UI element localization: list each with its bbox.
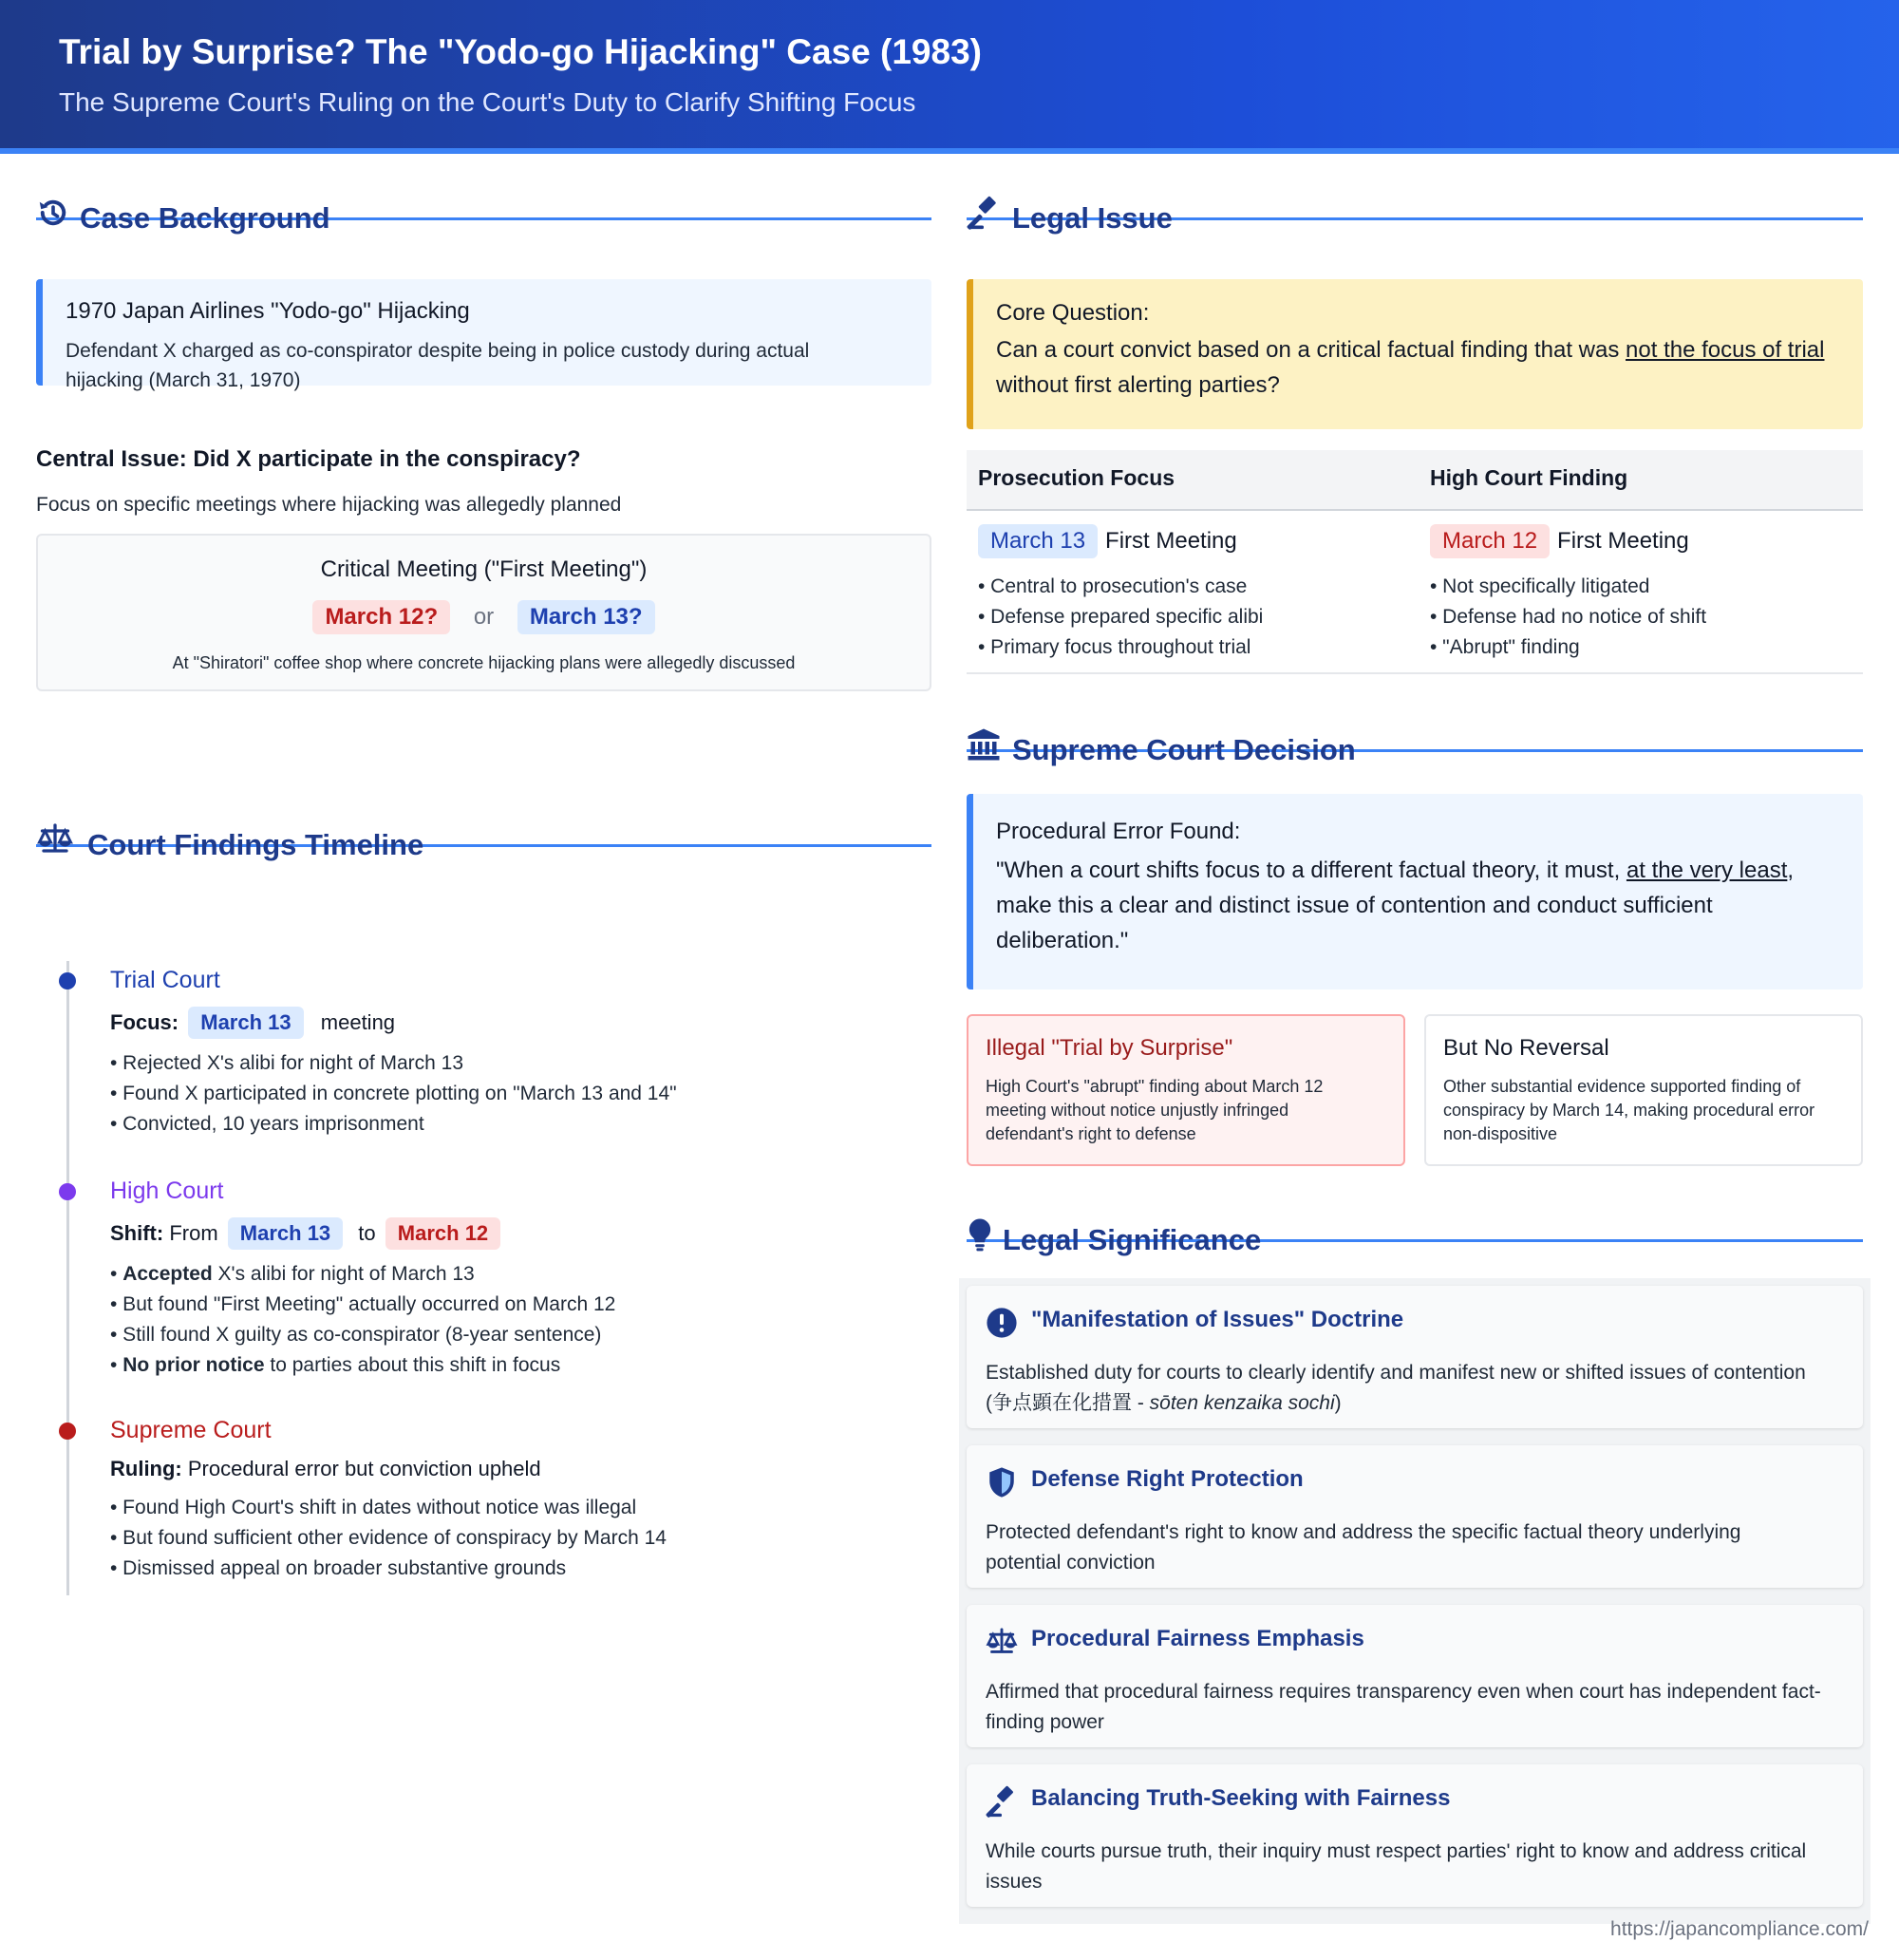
high-court-date-row: March 12 First Meeting xyxy=(1430,524,1689,558)
meeting-title: Critical Meeting ("First Meeting") xyxy=(320,556,648,582)
page-title: Trial by Surprise? The "Yodo-go Hijacking" Case (1983) xyxy=(59,32,982,71)
no-reversal-card xyxy=(1424,1014,1863,1166)
focus-label: Focus: xyxy=(110,1010,179,1034)
comparison-table xyxy=(967,450,1863,674)
list-item: • Central to prosecution's case xyxy=(978,575,1248,597)
timeline-line xyxy=(66,961,69,1595)
list-item: • Defense had no notice of shift xyxy=(1430,606,1707,628)
hijacking-callout xyxy=(36,279,931,391)
procedural-error-quote: "When a court shifts focus to a different factual theory, it must, at the very least, make this a clear and distinct issue of contention and conduct sufficient deliberation." xyxy=(996,858,1795,953)
trial-court-focus xyxy=(110,1007,395,1039)
history-icon xyxy=(36,196,70,230)
list-item: • But found "First Meeting" actually occurred on March 12 xyxy=(110,1293,616,1315)
trial-court-title: Trial Court xyxy=(110,967,220,993)
lightbulb-icon xyxy=(967,1217,993,1252)
section-title-text: Legal Significance xyxy=(1003,1223,1262,1256)
focus-text: Focus on specific meetings where hijacking was allegedly planned xyxy=(36,494,622,516)
high-court-title: High Court xyxy=(110,1178,224,1204)
table-header-high-court: High Court Finding xyxy=(1430,465,1628,490)
illegal-trial-card xyxy=(967,1014,1405,1166)
meeting-dates xyxy=(38,600,930,634)
list-item: • Found High Court's shift in dates without notice was illegal xyxy=(110,1497,637,1518)
table-header-row xyxy=(967,450,1863,511)
ruling-label: Ruling: xyxy=(110,1457,182,1480)
card-procedural-fairness xyxy=(967,1605,1863,1747)
page-subtitle: The Supreme Court's Ruling on the Court's Duty to Clarify Shifting Focus xyxy=(59,87,916,117)
shift-from-date: March 13 xyxy=(228,1217,343,1250)
section-title-text: Case Background xyxy=(80,201,330,235)
list-item: • Not specifically litigated xyxy=(1430,575,1650,597)
list-item: • Dismissed appeal on broader substantive grounds xyxy=(110,1557,567,1579)
critical-meeting-box xyxy=(36,534,931,691)
supreme-court-title: Supreme Court xyxy=(110,1417,272,1443)
card-text: Established duty for courts to clearly identify and manifest new or shifted issues of contention (争点顕在化措置 - sōten kenzaika sochi) xyxy=(986,1362,1806,1414)
list-item: • Still found X guilty as co-conspirator (8-year sentence) xyxy=(110,1324,602,1346)
trial-focus-date: March 13 xyxy=(188,1007,303,1039)
high-court-date: March 12 xyxy=(1430,524,1550,558)
illegal-trial-text: High Court's "abrupt" finding about March 12 meeting without notice unjustly infringed defendant's right to defense xyxy=(986,1077,1324,1143)
section-supreme-court-decision xyxy=(967,686,1863,766)
card-balancing-truth-seeking xyxy=(967,1764,1863,1907)
ruling-text: Procedural error but conviction upheld xyxy=(181,1457,541,1480)
list-item: • Accepted X's alibi for night of March 13 xyxy=(110,1263,475,1285)
card-title: Balancing Truth-Seeking with Fairness xyxy=(1031,1785,1451,1811)
shift-label: Shift: xyxy=(110,1221,164,1245)
scale-icon xyxy=(36,822,74,857)
prosecution-date: March 13 xyxy=(978,524,1098,558)
shield-icon xyxy=(986,1466,1018,1498)
to-label: to xyxy=(358,1221,376,1245)
gavel-icon xyxy=(967,196,1001,230)
prosecution-date-row: March 13 First Meeting xyxy=(978,524,1237,558)
section-court-findings xyxy=(36,781,931,861)
card-title: "Manifestation of Issues" Doctrine xyxy=(1031,1307,1404,1332)
procedural-error-callout xyxy=(967,794,1863,989)
list-item: • No prior notice to parties about this shift in focus xyxy=(110,1354,561,1376)
core-question-callout xyxy=(967,279,1863,429)
list-item: • Found X participated in concrete plotting on "March 13 and 14" xyxy=(110,1083,677,1104)
focus-suffix: meeting xyxy=(320,1010,396,1034)
card-title: Defense Right Protection xyxy=(1031,1466,1304,1492)
no-reversal-text: Other substantial evidence supported finding of conspiracy by March 14, making procedural error non-dispositive xyxy=(1443,1077,1815,1143)
list-item: • Rejected X's alibi for night of March 13 xyxy=(110,1052,464,1074)
from-label: From xyxy=(169,1221,218,1245)
card-manifestation-of-issues xyxy=(967,1286,1863,1428)
date-option-march-13: March 13? xyxy=(517,600,655,634)
section-title-text: Legal Issue xyxy=(1012,201,1173,235)
shift-to-date: March 12 xyxy=(385,1217,500,1250)
central-issue: Central Issue: Did X participate in the conspiracy? xyxy=(36,446,581,472)
illegal-trial-title: Illegal "Trial by Surprise" xyxy=(986,1035,1233,1061)
footer-url[interactable]: https://japancompliance.com/ xyxy=(1610,1918,1869,1940)
section-legal-issue xyxy=(967,154,1863,235)
core-question-text: Can a court convict based on a critical factual finding that was not the focus of trial without first alerting parties? xyxy=(996,337,1825,398)
courthouse-icon xyxy=(967,727,1001,762)
supreme-court-dot xyxy=(59,1423,76,1440)
trial-court-dot xyxy=(59,972,76,989)
procedural-error-label: Procedural Error Found: xyxy=(996,819,1241,844)
card-text: Affirmed that procedural fairness requires transparency even when court has independent fact-finding power xyxy=(986,1681,1821,1733)
supreme-court-ruling xyxy=(110,1457,541,1481)
scale-icon xyxy=(986,1626,1018,1658)
high-court-shift xyxy=(110,1217,500,1250)
card-title: Procedural Fairness Emphasis xyxy=(1031,1626,1364,1651)
core-question-label: Core Question: xyxy=(996,300,1150,326)
list-item: • But found sufficient other evidence of conspiracy by March 14 xyxy=(110,1527,667,1549)
card-text: While courts pursue truth, their inquiry must respect parties' right to know and address critical issues xyxy=(986,1840,1807,1893)
card-defense-right-protection xyxy=(967,1445,1863,1588)
table-header-prosecution: Prosecution Focus xyxy=(978,465,1175,490)
section-case-background xyxy=(36,154,931,235)
card-text: Protected defendant's right to know and address the specific factual theory underlying potential conviction xyxy=(986,1521,1741,1574)
section-title-text: Supreme Court Decision xyxy=(1012,733,1356,766)
exclamation-circle-icon xyxy=(986,1307,1018,1339)
high-court-dot xyxy=(59,1183,76,1200)
list-item: • Convicted, 10 years imprisonment xyxy=(110,1113,424,1135)
section-legal-significance xyxy=(967,1176,1863,1256)
no-reversal-title: But No Reversal xyxy=(1443,1035,1609,1061)
page-header xyxy=(0,0,1899,154)
callout-text: Defendant X charged as co-conspirator despite being in police custody during actual hijacking (March 31, 1970) xyxy=(66,340,810,391)
date-option-march-12: March 12? xyxy=(312,600,450,634)
list-item: • "Abrupt" finding xyxy=(1430,636,1580,658)
section-title-text: Court Findings Timeline xyxy=(87,828,424,861)
list-item: • Defense prepared specific alibi xyxy=(978,606,1264,628)
callout-title: 1970 Japan Airlines "Yodo-go" Hijacking xyxy=(66,298,470,324)
list-item: • Primary focus throughout trial xyxy=(978,636,1251,658)
meeting-caption: At "Shiratori" coffee shop where concrete hijacking plans were allegedly discussed xyxy=(172,653,796,672)
gavel-icon xyxy=(986,1785,1018,1818)
or-label: or xyxy=(473,604,495,630)
